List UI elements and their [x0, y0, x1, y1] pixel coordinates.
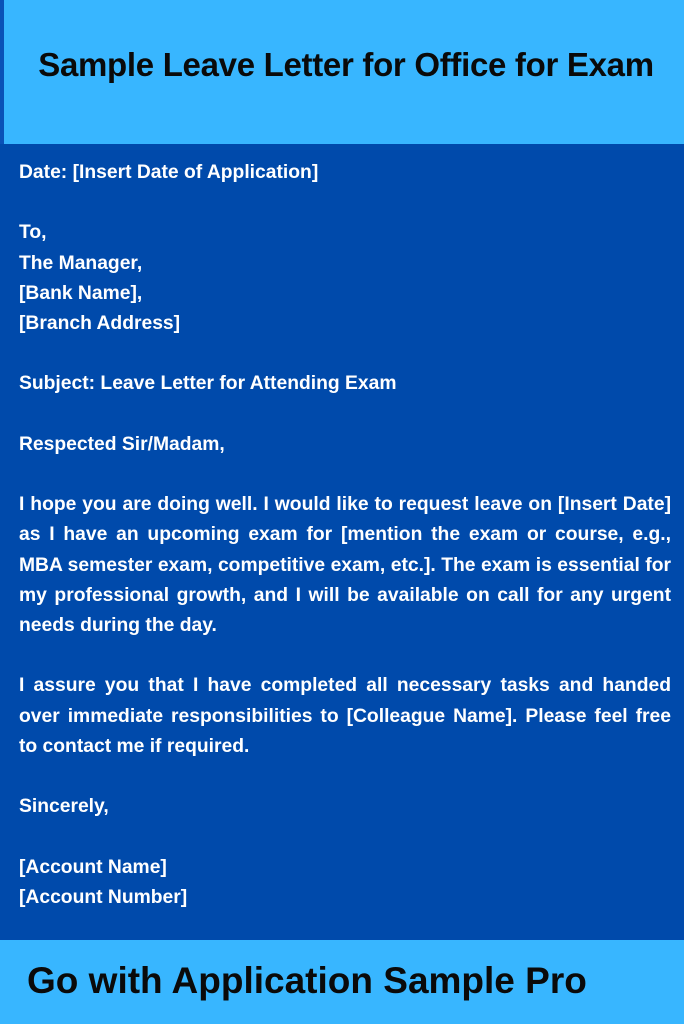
salutation: Respected Sir/Madam, — [19, 433, 225, 455]
date-line: Date: [Insert Date of Application] — [19, 162, 319, 183]
signature-account-number: [Account Number] — [19, 886, 188, 908]
subject-line: Subject: Leave Letter for Attending Exam — [19, 373, 397, 395]
closing: Sincerely, — [19, 796, 109, 818]
page-title: Sample Leave Letter for Office for Exam — [38, 46, 654, 83]
recipient-address: [Branch Address] — [19, 313, 181, 334]
letter-body — [19, 158, 671, 913]
recipient-to: To, — [19, 222, 47, 244]
footer-banner — [0, 940, 684, 1024]
recipient-bank: [Bank Name], — [19, 282, 143, 304]
footer-brand-text: Go with Application Sample Pro — [27, 960, 587, 1001]
body-paragraph-1: I hope you are doing well. I would like to request leave on [Insert Date] as I have an upcoming exam for [mention the exam or course, e.g., MBA semester exam, competitive exam, etc.]. The exam is essential for my professional growth, and I will be available on call for any urgent needs during the day. — [19, 494, 671, 636]
body-paragraph-2: I assure you that I have completed all necessary tasks and handed over immediate responsibilities to [Colleague Name]. Please feel free to contact me if required. — [19, 675, 671, 757]
signature-account-name: [Account Name] — [19, 856, 167, 878]
header-banner — [0, 0, 684, 144]
recipient-title: The Manager, — [19, 252, 143, 274]
